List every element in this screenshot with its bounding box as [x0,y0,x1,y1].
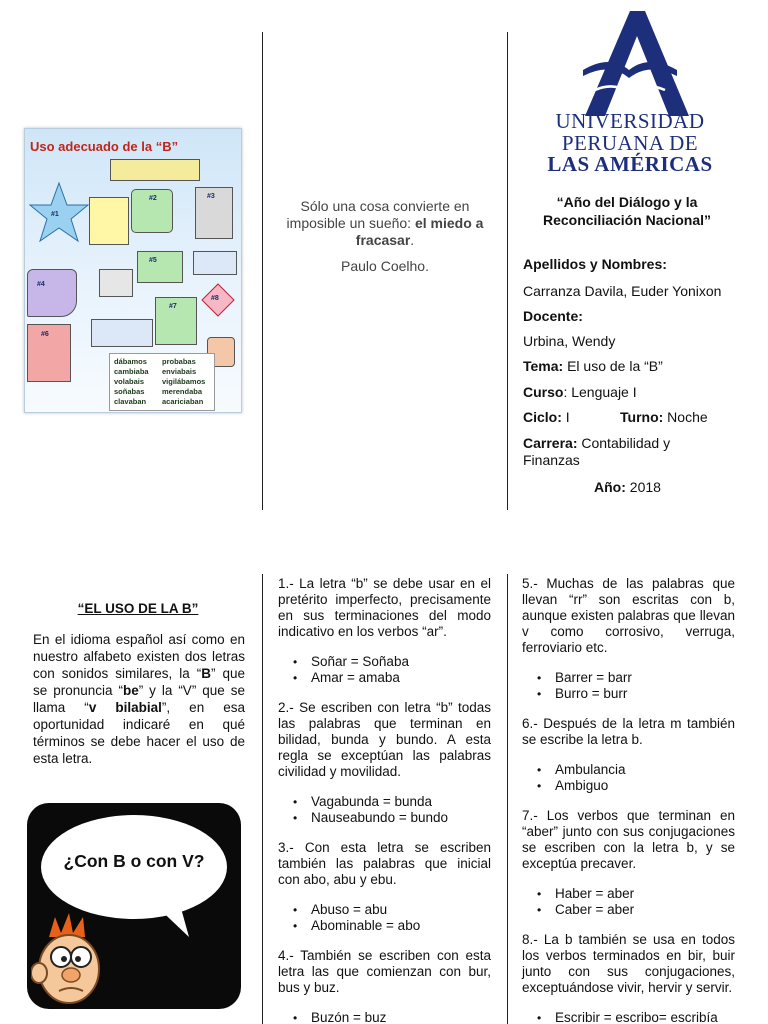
university-logo [545,8,715,180]
topic-label: Tema: [523,358,564,374]
word-item: merendaba [162,387,203,396]
list-item: • Ambulancia [522,762,735,778]
rule-8-list [522,1010,735,1024]
logo-line-1: UNIVERSIDAD [555,109,705,133]
rule-1-text: 1.- La letra “b” se debe usar en el pretérito imperfecto, precisamente en sus terminaciones del modo indicativo en los verbos “ar”. [278,576,491,639]
infographic-label-3: #3 [207,193,215,200]
career-label: Carrera: [523,435,578,451]
rule-6-list [522,762,735,794]
shift-label: Turno: [620,409,664,425]
list-item: • Barrer = barr [522,670,735,686]
infographic-label-4: #4 [37,281,45,288]
speech-tail [145,901,195,941]
cartoon-card [27,803,241,1009]
career-row [523,435,723,469]
year-value: 2018 [625,479,661,495]
word-item: probabas [162,357,196,366]
infographic-box-6 [137,251,183,283]
infographic-label-6: #6 [41,331,49,338]
infographic-label-7: #7 [169,303,177,310]
cycle-label: Ciclo: [523,409,562,425]
topic-value: El uso de la “B” [563,358,663,374]
rule-8-text: 8.- La b también se usa en todos los verbos terminados en bir, buir junto con sus conjugaciones, exceptuándose vivir, hervir y servir. [522,932,735,995]
infographic-box-7 [193,251,237,275]
quote-text: Sólo una cosa convierte en imposible un sueño: el miedo a fracasar. [286,198,484,248]
list-item: • Vagabunda = bunda [278,794,491,810]
logo-line-3: LAS AMÉRICAS [547,152,713,176]
rule-5-text: 5.- Muchas de las palabras que llevan “rr” son escritas con b, aunque existen palabras que llevan v como corrosivo, verruga, ferroviario etc. [522,576,735,655]
year-row [594,479,661,495]
list-item: • Buzón = buz [278,1010,491,1024]
rule-6-text: 6.- Después de la letra m también se escribe la letra b. [522,716,735,747]
rule-4-list [278,1010,491,1024]
list-item: • Nauseabundo = bundo [278,810,491,826]
infographic-title: Uso adecuado de la “B” [30,139,179,154]
infographic-box-8 [27,324,71,382]
rule-7-text: 7.- Los verbos que terminan en “aber” junto con sus conjugaciones se escriben con la letra b, y se exceptúa precaver. [522,808,735,871]
topic-row [523,358,663,374]
list-item: • Amar = amaba [278,670,491,686]
cycle-value: I [561,409,570,425]
quote-block [275,198,495,275]
intro-heading: “EL USO DE LA B” [77,601,199,616]
logo-emblem-icon [565,8,695,118]
star-shape [28,181,90,255]
cartoon-face-icon [31,907,123,1009]
infographic-label-8: #8 [211,295,219,302]
infographic-label-2: #2 [149,195,157,202]
word-item: soñabas [114,387,145,396]
list-item: • Abominable = abo [278,918,491,934]
infographic-words-table [109,353,215,411]
words-column-left [114,357,162,407]
list-item: • Abuso = abu [278,902,491,918]
word-item: enviabais [162,367,197,376]
career-value: Contabilidad y Finanzas [523,435,671,468]
word-item: volabais [114,377,145,386]
word-item: clavaban [114,397,147,406]
quote-bold: el miedo a fracasar [355,215,484,248]
infographic-box-wave [27,269,77,317]
list-item: • Soñar = Soñaba [278,654,491,670]
rule-3-text: 3.- Con esta letra se escriben también las palabras que inicial con abo, abu y ebu. [278,840,491,887]
course-value: : Lenguaje I [563,384,637,400]
year-label: Año: [594,479,626,495]
intro-paragraph: En el idioma español así como en nuestro alfabeto existen dos letras con sonidos similares, la “B” que se pronuncia “be” y la “V” que se llama “v bilabial”, en esa oportunidad indicaré en qué términos se debe hacer el uso de esta letra. [33,632,246,766]
infographic-intro-box [110,159,200,181]
infographic-uso-b [24,128,242,413]
rule-2-list [278,794,491,826]
column-divider-top-left [262,32,263,510]
shift-value: Noche [663,409,708,425]
rules-column-2 [522,576,735,1024]
infographic-box-9 [91,319,153,347]
list-item: • Ambiguo [522,778,735,794]
infographic-label-5: #5 [149,257,157,264]
rule-7-list [522,886,735,918]
list-item: • Escribir = escribo= escribía [522,1010,735,1024]
teacher-value: Urbina, Wendy [523,333,616,349]
infographic-box-5 [99,269,133,297]
shift-row [620,409,708,425]
course-row [523,384,637,400]
infographic-label-1: #1 [51,211,59,218]
word-item: acariciaban [162,397,204,406]
word-item: dábamos [114,357,147,366]
names-value: Carranza Davila, Euder Yonixon [523,283,722,299]
infographic-box-2 [89,197,129,245]
words-column-right [162,357,210,407]
year-motto: “Año del Diálogo y la Reconciliación Nacional” [542,194,712,228]
cartoon-question: ¿Con B o con V? [63,851,205,871]
column-divider-top-right [507,32,508,510]
names-label: Apellidos y Nombres: [523,256,667,272]
rule-4-text: 4.- También se escriben con esta letra las que comienzan con bur, bus y buz. [278,948,491,995]
column-divider-bottom-right [507,574,508,1024]
list-item: • Caber = aber [522,902,735,918]
word-item: cambiaba [114,367,149,376]
list-item: • Burro = burr [522,686,735,702]
logo-line-2: PERUANA DE [561,131,699,155]
teacher-label: Docente: [523,308,583,324]
column-divider-bottom-left [262,574,263,1024]
word-item: vigilábamos [162,377,206,386]
rules-column-1 [278,576,491,1024]
quote-author: Paulo Coelho. [341,258,429,274]
cycle-row [523,409,570,425]
rule-2-text: 2.- Se escriben con letra “b” todas las palabras que terminan en bilidad, bunda y bundo. A esta regla se exceptúan las palabras civilidad y movilidad. [278,700,491,779]
rule-1-list [278,654,491,686]
course-label: Curso [523,384,564,400]
rule-5-list [522,670,735,702]
list-item: • Haber = aber [522,886,735,902]
rule-3-list [278,902,491,934]
